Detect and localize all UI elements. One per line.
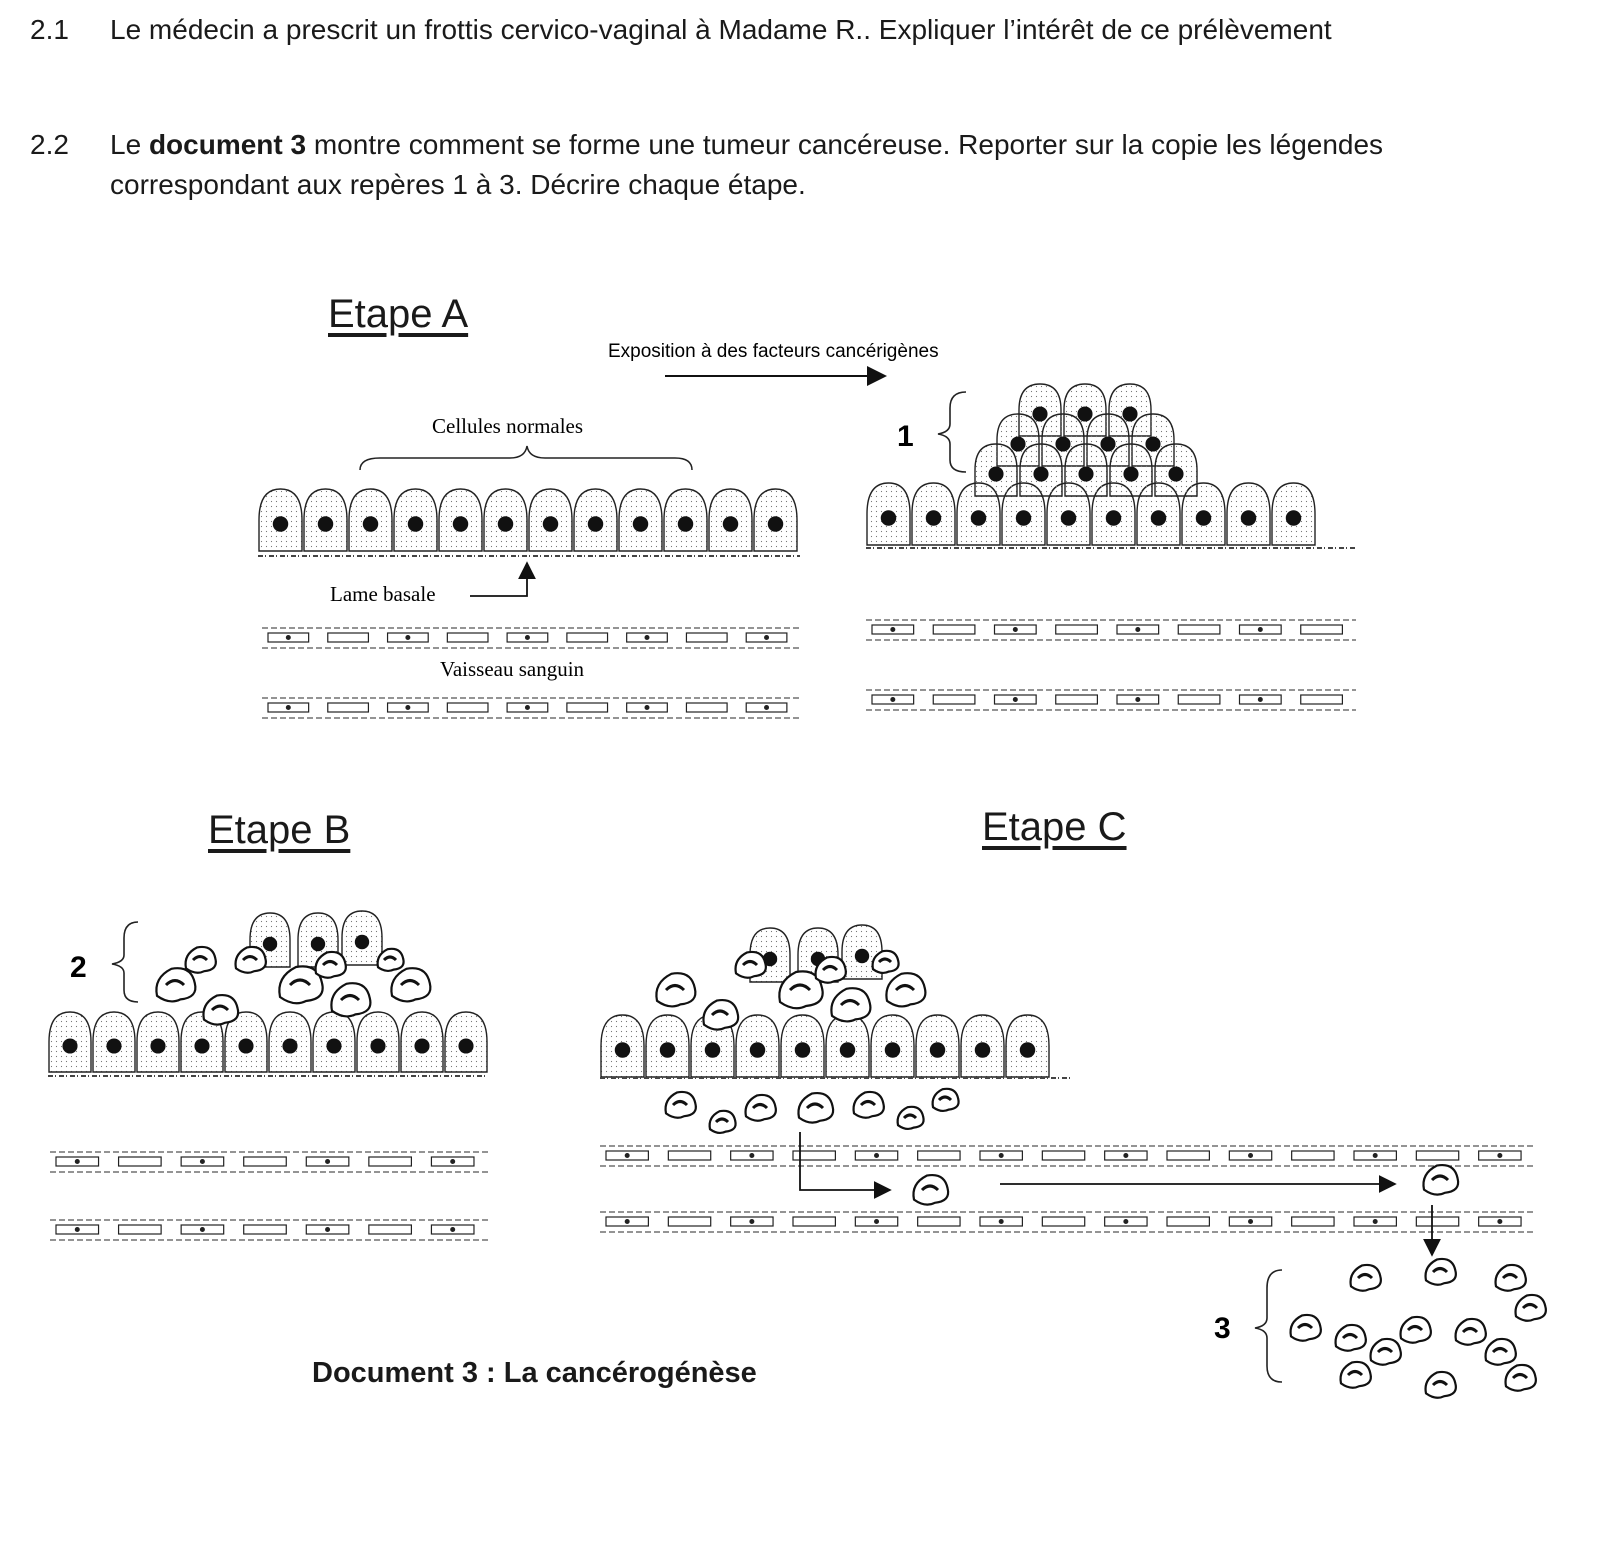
cell-nucleus bbox=[615, 1042, 630, 1057]
cell-nucleus bbox=[238, 1038, 253, 1053]
cell-nucleus bbox=[370, 1038, 385, 1053]
cell-nucleus bbox=[1145, 436, 1160, 451]
endothelial-nucleus bbox=[286, 705, 291, 710]
endothelial-cell bbox=[668, 1151, 710, 1160]
cell-nucleus bbox=[453, 516, 468, 531]
endothelial-cell bbox=[686, 703, 727, 712]
invading-cell bbox=[898, 1107, 924, 1129]
endothelial-nucleus bbox=[644, 705, 649, 710]
cell-nucleus bbox=[106, 1038, 121, 1053]
cells-layer bbox=[48, 384, 1546, 1398]
marker-1: 1 bbox=[897, 420, 914, 453]
endothelial-nucleus bbox=[1135, 697, 1140, 702]
bracket-2 bbox=[112, 922, 138, 1002]
endothelial-cell bbox=[933, 695, 975, 704]
endothelial-cell bbox=[793, 1217, 835, 1226]
metastatic-cell bbox=[1336, 1325, 1366, 1351]
endothelial-nucleus bbox=[764, 635, 769, 640]
cell-nucleus bbox=[1055, 436, 1070, 451]
endothelial-nucleus bbox=[325, 1227, 330, 1232]
cancer-cell bbox=[156, 968, 195, 1001]
endothelial-cell bbox=[1292, 1151, 1334, 1160]
cell-nucleus bbox=[633, 516, 648, 531]
endothelial-nucleus bbox=[75, 1227, 80, 1232]
invading-cell bbox=[933, 1089, 959, 1111]
cell-nucleus bbox=[408, 516, 423, 531]
endothelial-nucleus bbox=[999, 1219, 1004, 1224]
endothelial-nucleus bbox=[1248, 1219, 1253, 1224]
endothelial-nucleus bbox=[1258, 627, 1263, 632]
cell-nucleus bbox=[885, 1042, 900, 1057]
invading-cell bbox=[854, 1092, 884, 1118]
endothelial-cell bbox=[1167, 1151, 1209, 1160]
exposure-label: Exposition à des facteurs cancérigènes bbox=[608, 341, 939, 362]
cell-nucleus bbox=[273, 516, 288, 531]
cell-nucleus bbox=[1032, 406, 1047, 421]
endothelial-cell bbox=[933, 625, 975, 634]
cell-nucleus bbox=[150, 1038, 165, 1053]
endothelial-nucleus bbox=[405, 635, 410, 640]
document-caption: Document 3 : La cancérogénèse bbox=[312, 1357, 757, 1389]
migration-arrow bbox=[800, 1132, 890, 1190]
endothelial-nucleus bbox=[749, 1219, 754, 1224]
cancer-cell bbox=[656, 973, 695, 1006]
cell-nucleus bbox=[1286, 510, 1301, 525]
cell-nucleus bbox=[926, 510, 941, 525]
endothelial-nucleus bbox=[450, 1159, 455, 1164]
cell-nucleus bbox=[1106, 510, 1121, 525]
question-number: 2.1 bbox=[30, 14, 69, 45]
endothelial-nucleus bbox=[525, 635, 530, 640]
endothelial-nucleus bbox=[325, 1159, 330, 1164]
basal-lamina-arrow bbox=[470, 563, 527, 596]
cancer-cell bbox=[391, 968, 430, 1001]
circulating-cancer-cell bbox=[1423, 1165, 1458, 1195]
endothelial-nucleus bbox=[75, 1159, 80, 1164]
endothelial-cell bbox=[244, 1225, 287, 1234]
cell-nucleus bbox=[1010, 436, 1025, 451]
cancer-cell bbox=[331, 983, 370, 1016]
metastatic-cell bbox=[1516, 1295, 1546, 1321]
blood-vessel-label: Vaisseau sanguin bbox=[440, 657, 585, 681]
endothelial-nucleus bbox=[200, 1227, 205, 1232]
normal-cells-brace bbox=[360, 446, 692, 470]
invading-cell bbox=[710, 1111, 736, 1133]
stage-b-title: Etape B bbox=[208, 808, 351, 852]
bracket-3 bbox=[1255, 1270, 1282, 1382]
cancer-cell bbox=[378, 949, 404, 971]
cell-nucleus bbox=[750, 1042, 765, 1057]
cell-nucleus bbox=[363, 516, 378, 531]
cell-nucleus bbox=[543, 516, 558, 531]
endothelial-cell bbox=[1056, 625, 1098, 634]
cell-nucleus bbox=[930, 1042, 945, 1057]
cell-nucleus bbox=[1033, 466, 1048, 481]
cell-nucleus bbox=[326, 1038, 341, 1053]
stage-a-title: Etape A bbox=[328, 292, 469, 336]
endothelial-nucleus bbox=[1497, 1153, 1502, 1158]
endothelial-cell bbox=[244, 1157, 287, 1166]
endothelial-nucleus bbox=[1497, 1219, 1502, 1224]
endothelial-cell bbox=[668, 1217, 710, 1226]
endothelial-cell bbox=[1416, 1151, 1458, 1160]
endothelial-nucleus bbox=[450, 1227, 455, 1232]
cancer-cell bbox=[703, 1000, 738, 1030]
cell-nucleus bbox=[1078, 466, 1093, 481]
endothelial-nucleus bbox=[749, 1153, 754, 1158]
endothelial-cell bbox=[567, 633, 608, 642]
metastatic-cell bbox=[1486, 1339, 1516, 1365]
endothelial-cell bbox=[447, 703, 488, 712]
cell-nucleus bbox=[723, 516, 738, 531]
endothelial-cell bbox=[369, 1225, 412, 1234]
endothelial-nucleus bbox=[525, 705, 530, 710]
invading-cell bbox=[798, 1093, 833, 1123]
endothelial-nucleus bbox=[890, 627, 895, 632]
cell-nucleus bbox=[881, 510, 896, 525]
cell-nucleus bbox=[1020, 1042, 1035, 1057]
endothelial-nucleus bbox=[1373, 1153, 1378, 1158]
endothelial-cell bbox=[1178, 695, 1220, 704]
endothelial-nucleus bbox=[1123, 1219, 1128, 1224]
cell-nucleus bbox=[678, 516, 693, 531]
endothelial-cell bbox=[567, 703, 608, 712]
endothelial-cell bbox=[1042, 1217, 1084, 1226]
endothelial-cell bbox=[119, 1225, 162, 1234]
endothelial-cell bbox=[1301, 695, 1343, 704]
cancer-cell bbox=[186, 947, 216, 973]
normal-cells-label: Cellules normales bbox=[432, 414, 584, 438]
endothelial-nucleus bbox=[999, 1153, 1004, 1158]
endothelial-cell bbox=[328, 703, 369, 712]
endothelial-nucleus bbox=[1013, 697, 1018, 702]
cell-nucleus bbox=[1151, 510, 1166, 525]
endothelial-nucleus bbox=[286, 635, 291, 640]
cell-nucleus bbox=[660, 1042, 675, 1057]
cell-nucleus bbox=[1016, 510, 1031, 525]
cell-nucleus bbox=[263, 937, 277, 951]
endothelial-nucleus bbox=[1373, 1219, 1378, 1224]
circulating-cancer-cell bbox=[913, 1175, 948, 1205]
cell-nucleus bbox=[768, 516, 783, 531]
metastatic-cell bbox=[1426, 1259, 1456, 1285]
cell-nucleus bbox=[975, 1042, 990, 1057]
endothelial-cell bbox=[328, 633, 369, 642]
metastatic-cell bbox=[1496, 1265, 1526, 1291]
cancer-cell bbox=[203, 995, 238, 1025]
endothelial-cell bbox=[119, 1157, 162, 1166]
cancer-cell bbox=[873, 951, 899, 973]
cell-nucleus bbox=[705, 1042, 720, 1057]
cell-nucleus bbox=[971, 510, 986, 525]
cell-nucleus bbox=[62, 1038, 77, 1053]
cell-nucleus bbox=[498, 516, 513, 531]
endothelial-nucleus bbox=[874, 1219, 879, 1224]
cell-nucleus bbox=[1077, 406, 1092, 421]
endothelial-nucleus bbox=[890, 697, 895, 702]
endothelial-nucleus bbox=[1248, 1153, 1253, 1158]
marker-2: 2 bbox=[70, 951, 87, 984]
endothelial-nucleus bbox=[625, 1219, 630, 1224]
cell-nucleus bbox=[414, 1038, 429, 1053]
cell-nucleus bbox=[1241, 510, 1256, 525]
cell-nucleus bbox=[1168, 466, 1183, 481]
question-text: Le document 3 montre comment se forme une tumeur cancéreuse. Reporter sur la copie les légendes correspondant aux repères 1 à 3. Décrire chaque étape. bbox=[110, 129, 1384, 200]
bracket-1 bbox=[938, 392, 966, 472]
endothelial-cell bbox=[1416, 1217, 1458, 1226]
marker-3: 3 bbox=[1214, 1312, 1231, 1345]
cancer-cell bbox=[736, 952, 766, 978]
invading-cell bbox=[666, 1092, 696, 1118]
cell-nucleus bbox=[1061, 510, 1076, 525]
endothelial-nucleus bbox=[1135, 627, 1140, 632]
endothelial-nucleus bbox=[644, 635, 649, 640]
cell-nucleus bbox=[1100, 436, 1115, 451]
metastatic-cell bbox=[1506, 1365, 1536, 1391]
cell-nucleus bbox=[282, 1038, 297, 1053]
metastatic-cell bbox=[1401, 1317, 1431, 1343]
cell-nucleus bbox=[840, 1042, 855, 1057]
cell-nucleus bbox=[588, 516, 603, 531]
cell-nucleus bbox=[355, 935, 369, 949]
metastatic-cell bbox=[1291, 1315, 1321, 1341]
cancer-cell bbox=[831, 988, 870, 1021]
endothelial-nucleus bbox=[405, 705, 410, 710]
endothelial-nucleus bbox=[625, 1153, 630, 1158]
endothelial-nucleus bbox=[1258, 697, 1263, 702]
endothelial-cell bbox=[1301, 625, 1343, 634]
endothelial-cell bbox=[918, 1217, 960, 1226]
cell-nucleus bbox=[194, 1038, 209, 1053]
question-number: 2.2 bbox=[30, 129, 69, 160]
endothelial-cell bbox=[918, 1151, 960, 1160]
endothelial-nucleus bbox=[200, 1159, 205, 1164]
endothelial-cell bbox=[369, 1157, 412, 1166]
basal-lamina-label: Lame basale bbox=[330, 582, 436, 606]
cancer-cell bbox=[886, 973, 925, 1006]
endothelial-cell bbox=[686, 633, 727, 642]
metastatic-cell bbox=[1341, 1362, 1371, 1388]
endothelial-cell bbox=[447, 633, 488, 642]
endothelial-cell bbox=[1292, 1217, 1334, 1226]
cell-nucleus bbox=[1196, 510, 1211, 525]
cell-nucleus bbox=[795, 1042, 810, 1057]
endothelial-cell bbox=[1056, 695, 1098, 704]
endothelial-nucleus bbox=[1123, 1153, 1128, 1158]
metastatic-cell bbox=[1351, 1265, 1381, 1291]
cell-nucleus bbox=[855, 949, 869, 963]
cancer-cell bbox=[236, 947, 266, 973]
cell-nucleus bbox=[988, 466, 1003, 481]
cell-nucleus bbox=[311, 937, 325, 951]
invading-cell bbox=[746, 1095, 776, 1121]
endothelial-nucleus bbox=[874, 1153, 879, 1158]
endothelial-nucleus bbox=[764, 705, 769, 710]
endothelial-cell bbox=[1167, 1217, 1209, 1226]
document-reference: document 3 bbox=[148, 129, 307, 160]
endothelial-nucleus bbox=[1013, 627, 1018, 632]
endothelial-cell bbox=[1178, 625, 1220, 634]
endothelial-cell bbox=[1042, 1151, 1084, 1160]
metastatic-cell bbox=[1371, 1339, 1401, 1365]
cell-nucleus bbox=[1122, 406, 1137, 421]
question-text: Le médecin a prescrit un frottis cervico-vaginal à Madame R.. Expliquer l’intérêt de ce prélèvement bbox=[110, 14, 1332, 45]
cell-nucleus bbox=[458, 1038, 473, 1053]
stage-c-title: Etape C bbox=[982, 805, 1127, 849]
cell-nucleus bbox=[318, 516, 333, 531]
metastatic-cell bbox=[1426, 1372, 1456, 1398]
metastatic-cell bbox=[1456, 1319, 1486, 1345]
cell-nucleus bbox=[1123, 466, 1138, 481]
